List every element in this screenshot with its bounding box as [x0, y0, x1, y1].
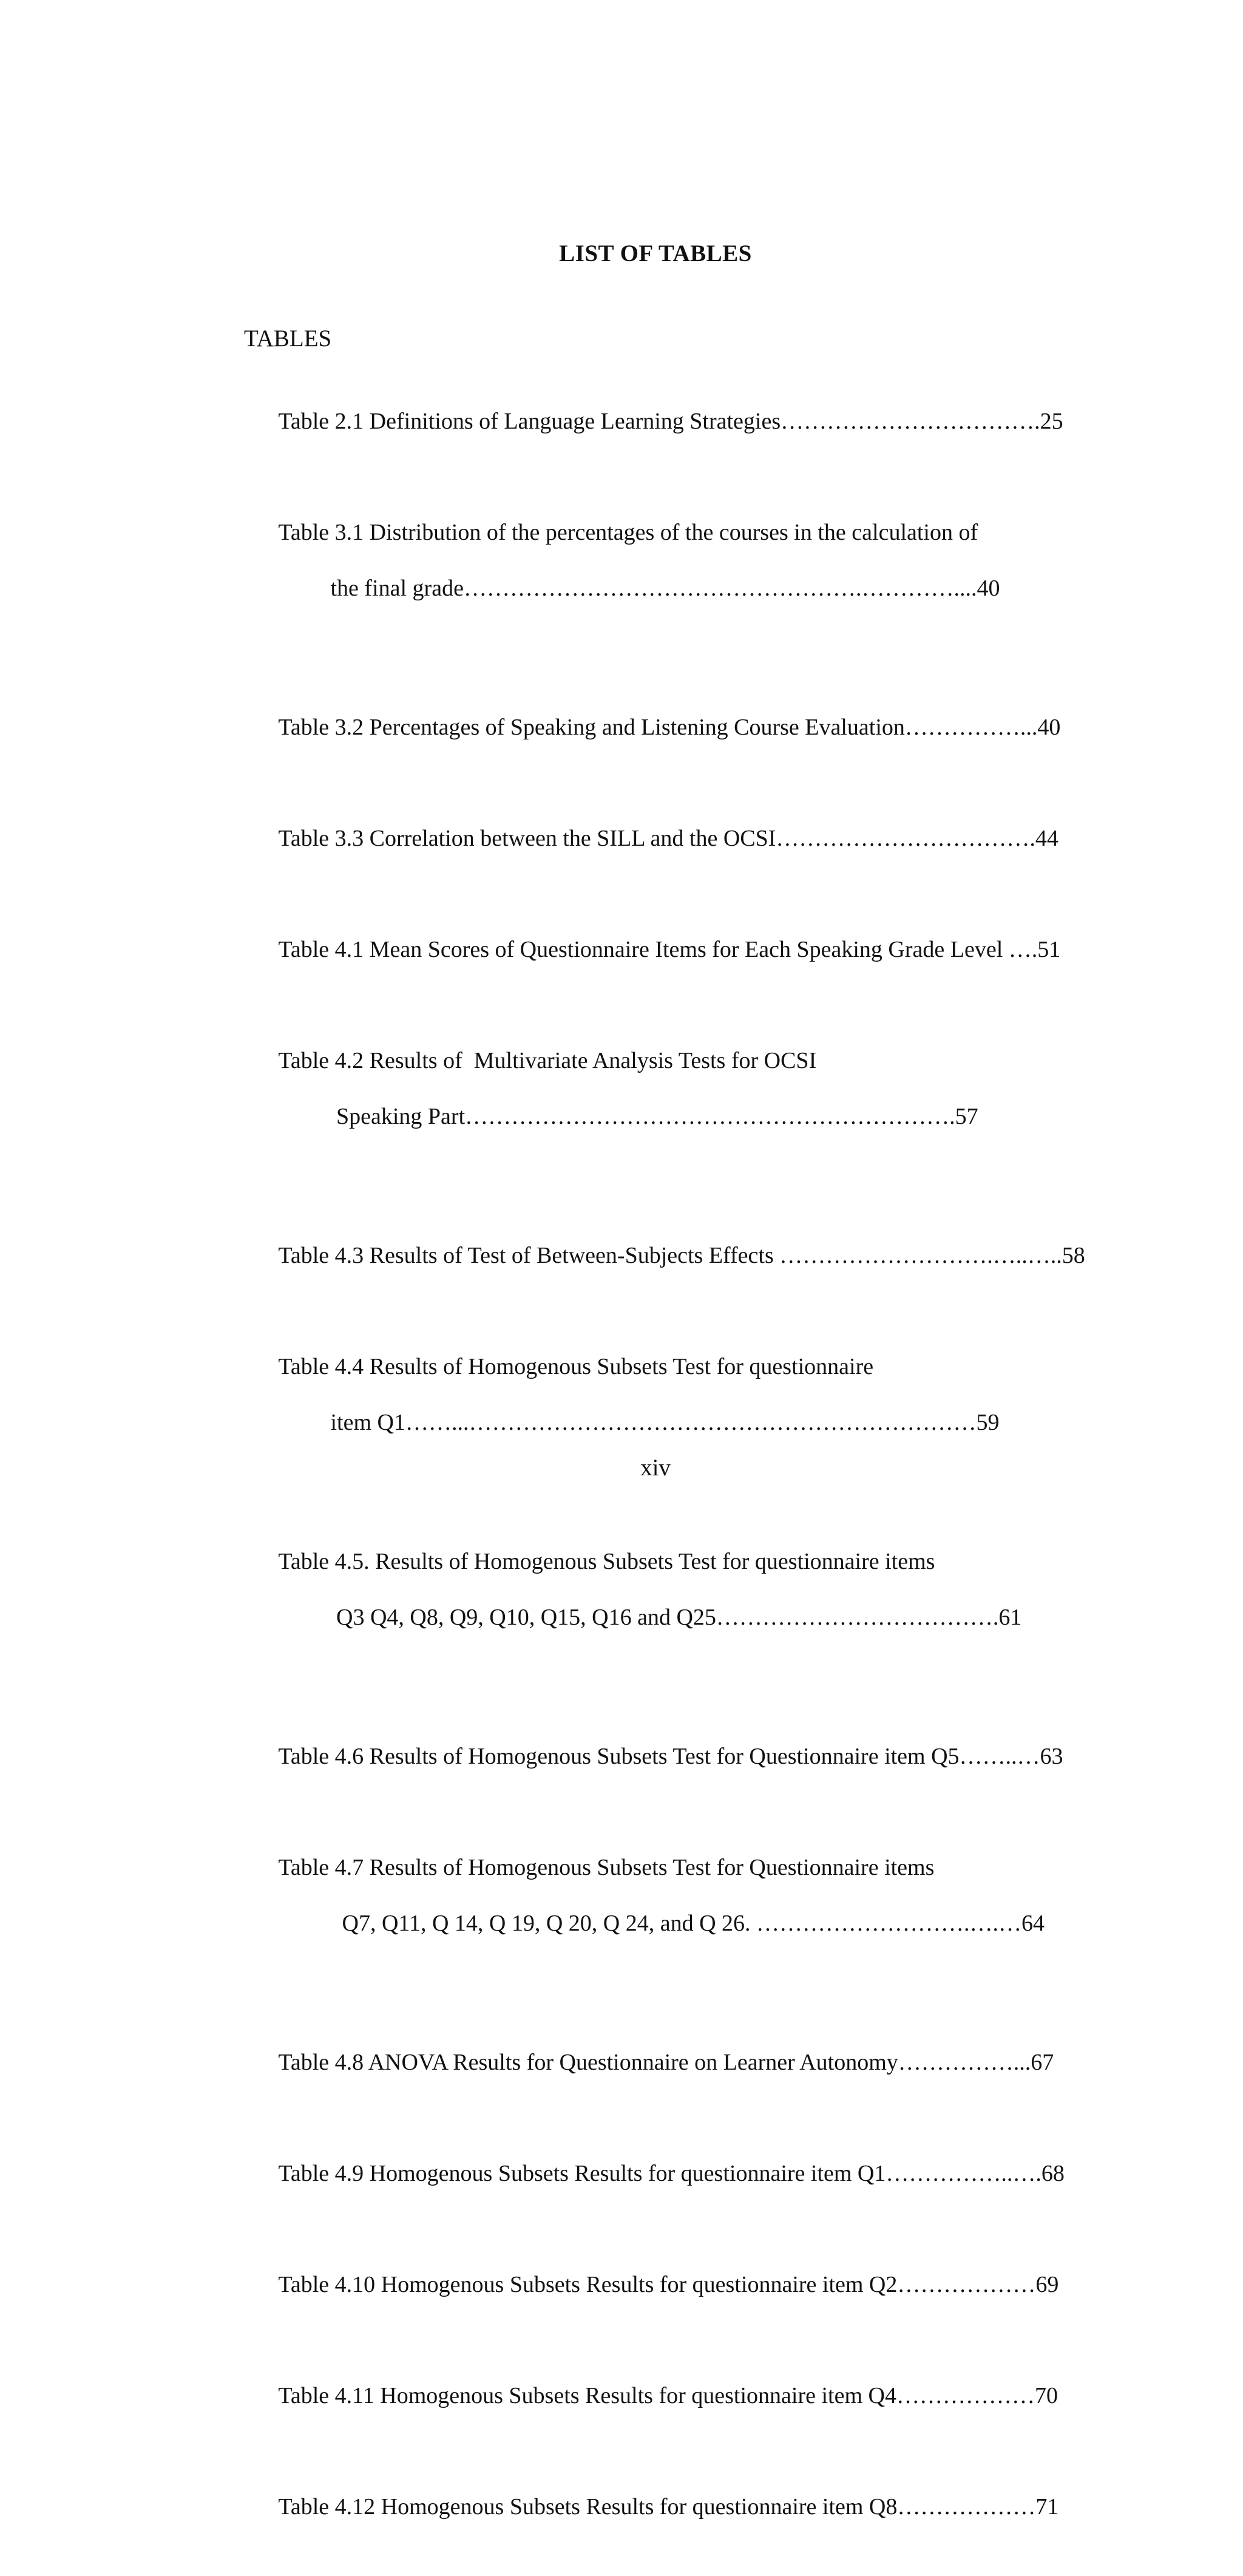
entry-line: Table 4.1 Mean Scores of Questionnaire Items for Each Speaking Grade Level ….51: [278, 937, 1061, 962]
list-item: [244, 1826, 1063, 1993]
list-item: [244, 1214, 1085, 1297]
entry-line: Table 4.3 Results of Test of Between-Subjects Effects ……………………….…..…..58: [278, 1243, 1085, 1268]
list-item: [244, 685, 1063, 769]
entry-continuation: Q3 Q4, Q8, Q9, Q10, Q15, Q16 and Q25……………………………….61: [244, 1605, 1022, 1630]
list-item: [244, 2465, 1063, 2549]
entry-line: Table 4.8 ANOVA Results for Questionnaire on Learner Autonomy……………...67: [278, 2050, 1054, 2075]
entry-continuation: Speaking Part……………………………………………………….57: [244, 1104, 978, 1129]
entry-line: Table 3.3 Correlation between the SILL and the OCSI…………………………….44: [278, 826, 1058, 851]
list-item: [244, 2354, 1063, 2438]
list-item: [244, 379, 1063, 463]
entry-line: Table 4.6 Results of Homogenous Subsets Test for Questionnaire item Q5……..…63: [278, 1744, 1063, 1769]
entry-line: Table 4.4 Results of Homogenous Subsets Test for questionnaire: [278, 1354, 874, 1379]
entry-line: Table 4.10 Homogenous Subsets Results for questionnaire item Q2………………69: [278, 2272, 1059, 2297]
list-item: [244, 797, 1063, 880]
entry-line: Table 4.9 Homogenous Subsets Results for questionnaire item Q1……………..….68: [278, 2161, 1065, 2186]
list-item: [244, 2020, 1063, 2104]
page-number: xiv: [640, 1455, 671, 1481]
list-item: [244, 1019, 1063, 1186]
list-item: [244, 2243, 1063, 2326]
entry-line: Table 4.2 Results of Multivariate Analysis Tests for OCSI: [278, 1048, 817, 1073]
entry-line: Table 4.11 Homogenous Subsets Results for questionnaire item Q4………………70: [278, 2383, 1058, 2408]
list-item: [244, 491, 1063, 658]
entry-line: Table 4.12 Homogenous Subsets Results for questionnaire item Q8………………71: [278, 2494, 1059, 2520]
entry-continuation: item Q1……...…………………………………………………………59: [244, 1410, 1000, 1435]
list-item: [244, 2132, 1063, 2215]
section-label: TABLES: [244, 325, 332, 352]
list-item: [244, 908, 1063, 991]
page-title: LIST OF TABLES: [559, 240, 752, 267]
entry-line: Table 3.2 Percentages of Speaking and Listening Course Evaluation……………...40: [278, 715, 1061, 740]
entry-line: Table 2.1 Definitions of Language Learning Strategies…………………………….25: [278, 409, 1063, 434]
entry-continuation: the final grade…………………………………………….…………....40: [244, 576, 1000, 601]
list-item: [244, 1715, 1063, 1798]
list-item: [244, 1520, 1063, 1687]
entry-continuation: Q7, Q11, Q 14, Q 19, Q 20, Q 24, and Q 26. ……………………….….…64: [244, 1911, 1045, 1936]
entry-line: Table 4.5. Results of Homogenous Subsets Test for questionnaire items: [278, 1549, 935, 1574]
entry-line: Table 4.7 Results of Homogenous Subsets Test for Questionnaire items: [278, 1855, 935, 1880]
entry-line: Table 3.1 Distribution of the percentages of the courses in the calculation of: [278, 520, 978, 545]
